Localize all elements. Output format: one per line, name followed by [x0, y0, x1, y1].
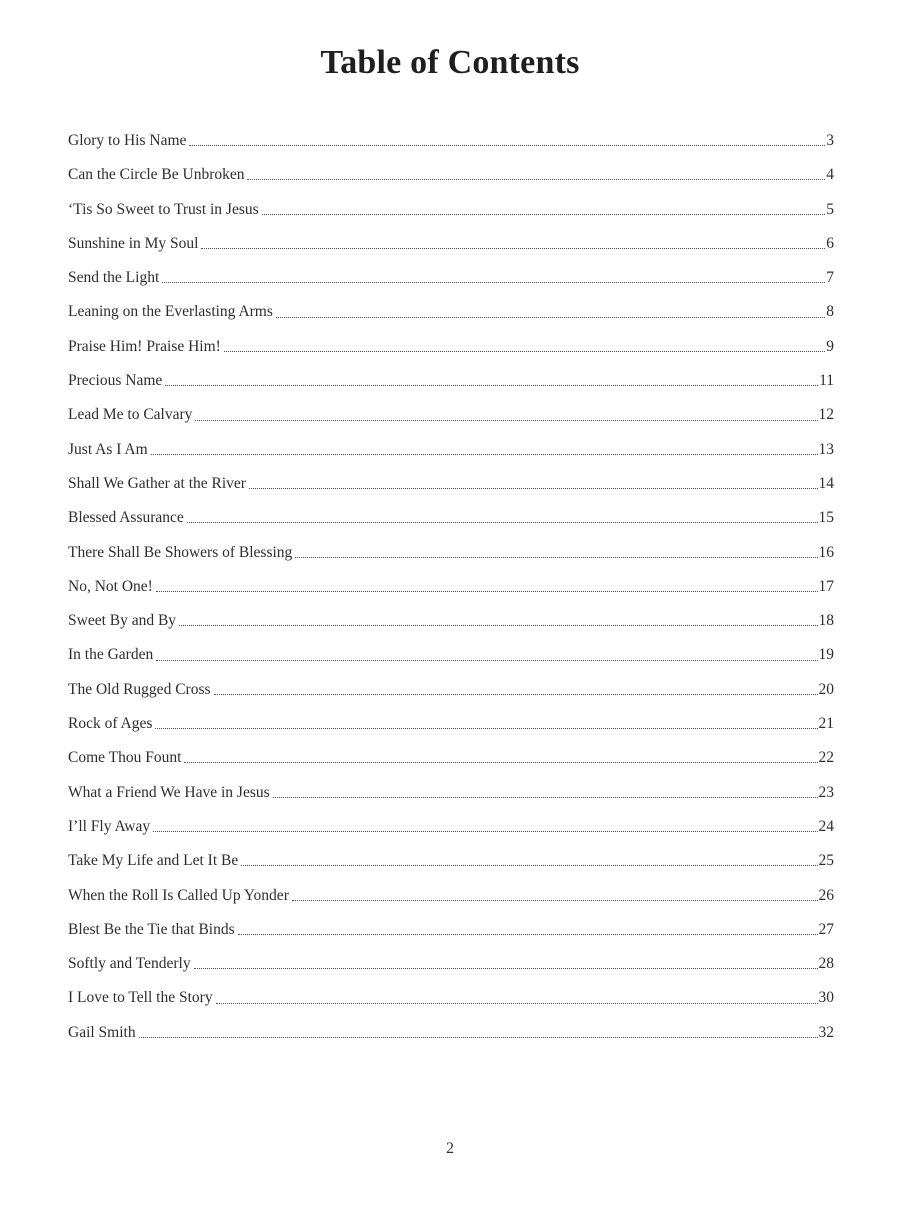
dot-leader	[179, 625, 817, 626]
toc-entry	[68, 673, 834, 707]
dot-leader	[292, 900, 818, 901]
dot-leader	[214, 694, 818, 695]
toc-entry	[68, 844, 834, 878]
toc-entry-page: 18	[818, 612, 834, 630]
toc-entry	[68, 364, 834, 398]
toc-entry-title: Send the Light	[68, 269, 160, 287]
toc-entry-page: 3	[826, 132, 834, 149]
toc-entry	[68, 570, 834, 604]
toc-entry-page: 26	[818, 886, 834, 904]
toc-entry-title: I Love to Tell the Story	[68, 989, 213, 1007]
dot-leader	[195, 420, 817, 421]
toc-entry	[68, 295, 834, 329]
page-title: Table of Contents	[320, 44, 580, 81]
toc-entry-title: ‘Tis So Sweet to Trust in Jesus	[68, 200, 259, 218]
toc-entry	[68, 810, 834, 844]
toc-entry-title: Sweet By and By	[68, 612, 177, 630]
toc-entry	[68, 158, 834, 192]
toc-entry-page: 9	[826, 337, 834, 355]
dot-leader	[189, 145, 825, 146]
toc-entry	[68, 398, 834, 432]
toc-entry-title: Come Thou Fount	[68, 749, 182, 767]
toc-entry-page: 6	[826, 234, 834, 252]
toc-entry-title: In the Garden	[68, 646, 154, 664]
toc-entry-page: 20	[818, 680, 834, 698]
dot-leader	[276, 317, 825, 318]
dot-leader	[155, 728, 817, 729]
toc-entry-page: 5	[826, 200, 834, 218]
dot-leader	[216, 1003, 818, 1004]
toc-entry	[68, 261, 834, 295]
dot-leader	[162, 282, 825, 283]
toc-entry	[68, 467, 834, 501]
dot-leader	[156, 660, 817, 661]
toc-entry-title: Softly and Tenderly	[68, 955, 191, 973]
toc-entry-title: No, Not One!	[68, 577, 153, 595]
toc-entry-page: 11	[819, 372, 834, 390]
toc-entry	[68, 193, 834, 227]
dot-leader	[224, 351, 825, 352]
toc-entry	[68, 741, 834, 775]
toc-entry-page: 13	[818, 440, 834, 458]
toc-entry-title: Glory to His Name	[68, 132, 187, 149]
toc-entry-page: 12	[818, 406, 834, 424]
toc-entry-title: Just As I Am	[68, 440, 148, 458]
toc-entry-page: 30	[818, 989, 834, 1007]
dot-leader	[247, 179, 825, 180]
toc-entry	[68, 536, 834, 570]
toc-entry-title: Sunshine in My Soul	[68, 234, 199, 252]
dot-leader	[187, 522, 818, 523]
toc-entry	[68, 776, 834, 810]
toc-entry-title: Blest Be the Tie that Binds	[68, 920, 235, 938]
toc-entry	[68, 501, 834, 535]
toc-entry-page: 23	[818, 783, 834, 801]
dot-leader	[249, 488, 818, 489]
dot-leader	[295, 557, 817, 558]
toc-entry	[68, 638, 834, 672]
toc-entry-page: 28	[818, 955, 834, 973]
dot-leader	[184, 762, 817, 763]
toc-entry-page: 32	[818, 1023, 834, 1041]
dot-leader	[273, 797, 818, 798]
toc-entry-page: 22	[818, 749, 834, 767]
toc-entry-title: Praise Him! Praise Him!	[68, 337, 221, 355]
toc-entry-page: 24	[818, 817, 834, 835]
toc-entry-title: There Shall Be Showers of Blessing	[68, 543, 293, 561]
toc-entry-page: 25	[818, 852, 834, 870]
toc-entry-title: I’ll Fly Away	[68, 817, 151, 835]
dot-leader	[241, 865, 817, 866]
toc-entry-page: 14	[818, 474, 834, 492]
toc-entry-page: 16	[818, 543, 834, 561]
toc-entry-title: The Old Rugged Cross	[68, 680, 211, 698]
page-number: 2	[446, 1140, 454, 1157]
toc-entry	[68, 1016, 834, 1050]
dot-leader	[201, 248, 825, 249]
dot-leader	[165, 385, 818, 386]
toc-entry	[68, 227, 834, 261]
toc-entry-page: 17	[818, 577, 834, 595]
toc-entry	[68, 604, 834, 638]
table-of-contents	[68, 124, 834, 1050]
toc-entry-title: Can the Circle Be Unbroken	[68, 166, 245, 184]
toc-entry-page: 8	[826, 303, 834, 321]
dot-leader	[139, 1037, 818, 1038]
toc-entry	[68, 707, 834, 741]
toc-entry-title: Rock of Ages	[68, 715, 153, 733]
toc-entry-page: 7	[826, 269, 834, 287]
toc-entry-title: Blessed Assurance	[68, 509, 184, 527]
toc-entry	[68, 981, 834, 1015]
dot-leader	[262, 214, 826, 215]
toc-entry	[68, 124, 834, 158]
toc-entry	[68, 879, 834, 913]
dot-leader	[156, 591, 818, 592]
toc-entry	[68, 330, 834, 364]
toc-entry-title: Shall We Gather at the River	[68, 474, 246, 492]
dot-leader	[153, 831, 817, 832]
dot-leader	[151, 454, 818, 455]
toc-entry-page: 15	[818, 509, 834, 527]
toc-entry-page: 21	[818, 715, 834, 733]
toc-entry	[68, 913, 834, 947]
toc-entry-title: Precious Name	[68, 372, 163, 390]
dot-leader	[238, 934, 818, 935]
toc-entry-page: 4	[826, 166, 834, 184]
toc-entry-page: 19	[818, 646, 834, 664]
dot-leader	[194, 968, 818, 969]
toc-entry-title: Gail Smith	[68, 1023, 136, 1041]
toc-entry-title: Lead Me to Calvary	[68, 406, 193, 424]
toc-entry-title: When the Roll Is Called Up Yonder	[68, 886, 289, 904]
toc-entry	[68, 947, 834, 981]
toc-entry-title: Leaning on the Everlasting Arms	[68, 303, 273, 321]
toc-entry-page: 27	[818, 920, 834, 938]
toc-entry-title: What a Friend We Have in Jesus	[68, 783, 270, 801]
toc-entry	[68, 433, 834, 467]
toc-entry-title: Take My Life and Let It Be	[68, 852, 239, 870]
